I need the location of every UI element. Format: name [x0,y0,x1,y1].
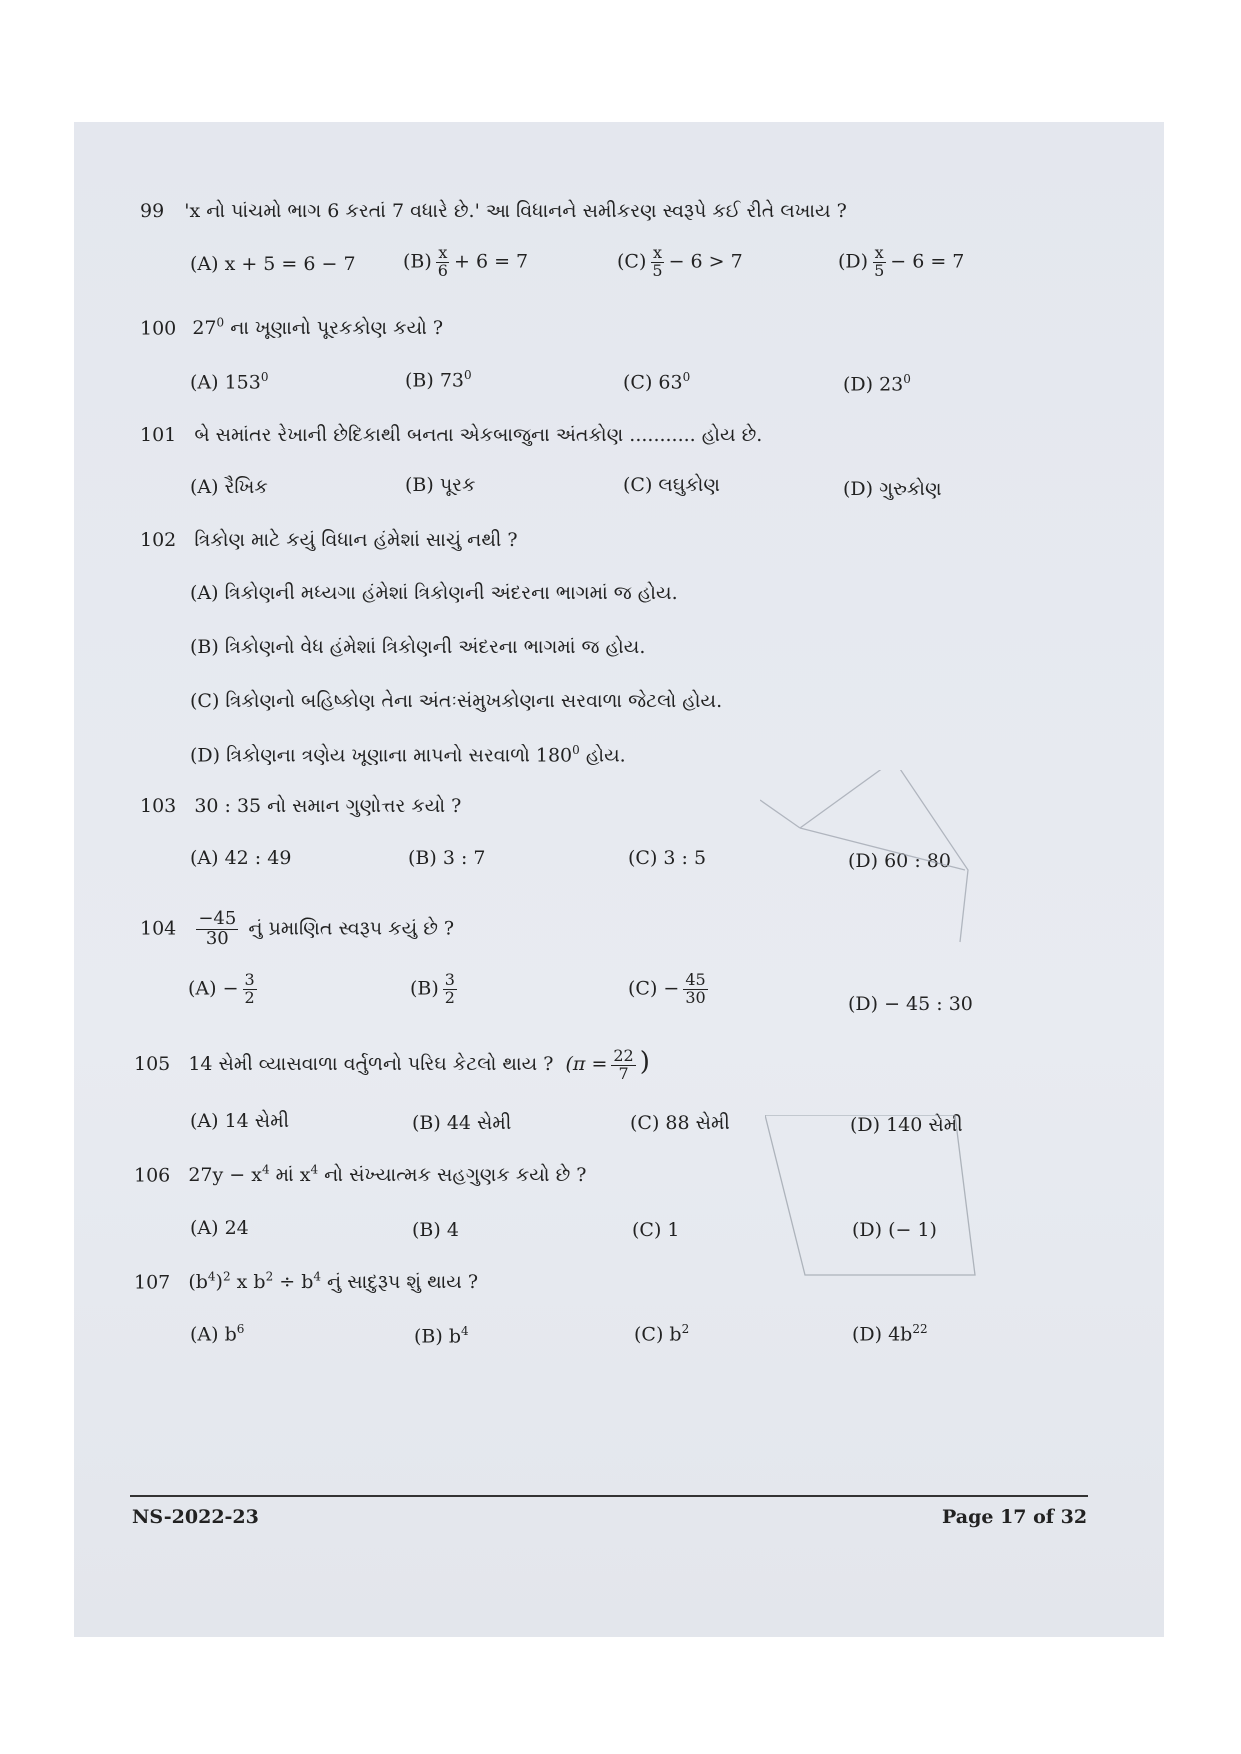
show-through-quadrilateral-figure [765,1115,1025,1285]
pi-value: (π = $\frac{22}{7}$ ) [565,1045,650,1083]
option-c: (C) − $\frac{45}{30}$ [628,970,706,1007]
option-c: (C) $63^0$ [623,370,691,394]
option-a: (A) રૈખિક [190,476,268,498]
show-through-triangle-figure [760,770,1020,980]
question-103 [140,795,461,818]
question-text: બે સમાંતર રેખાની છેદિકાથી બનતા એકબાજુના અંતકોણ ........... હોય છે. [194,424,763,446]
option-a: (A) ત્રિકોણની મધ્યગા હંમેશાં ત્રિકોણની અંદરના ભાગમાં જ હોય. [190,582,678,604]
question-number: 104 [140,917,177,940]
question-99 [140,200,847,223]
question-101 [140,424,762,447]
question-100: 100 $27^0$ ના ખૂણાનો પૂરકકોણ કયો ? [140,316,444,340]
option-a: (A) 42 : 49 [190,847,292,869]
question-number: 102 [140,529,177,551]
option-d: (D) $23^0$ [843,372,911,396]
page-number: Page 17 of 32 [942,1506,1088,1528]
option-c: (C) 3 : 5 [628,847,707,869]
option-a: (A) 14 સેમી [190,1110,290,1132]
option-d: (D) ત્રિકોણના ત્રણેય ખૂણાના માપનો સરવાળો $180^0$ હોય. [190,743,626,767]
option-c: (C) 1 [632,1219,680,1241]
question-text: 30 : 35 નો સમાન ગુણોત્તર કયો ? [194,795,462,817]
question-text: 14 સેમી વ્યાસવાળા વર્તુળનો પરિઘ કેટલો થાય ? [188,1053,554,1075]
option-b: (B) પૂરક [405,474,476,496]
question-text: 'x નો પાંચમો ભાગ 6 કરતાં 7 વધારે છે.' આ વિધાનને સમીકરણ સ્વરૂપે કઈ રીતે લખાય ? [184,200,847,222]
option-a: (A) − $\frac{3}{2}$ [188,970,255,1007]
option-a: (A) $153^0$ [190,370,269,394]
option-b: (B) $\frac{x}{6}$ + 6 = 7 [403,243,529,280]
option-d: (D) $4b^{22}$ [852,1322,928,1346]
option-a: (A) $b^6$ [190,1322,245,1346]
option-a: (A) 24 [190,1217,249,1239]
question-104 [140,910,454,949]
exam-code: NS-2022-23 [132,1506,259,1528]
option-d: (D) 140 સેમી [850,1114,963,1136]
option-c: (C) $\frac{x}{5}$ − 6 > 7 [617,243,743,280]
question-number: 100 [140,317,177,340]
option-d: (D) − 45 : 30 [848,993,973,1015]
option-d: (D) ગુરુકોણ [843,478,942,500]
footer-rule [130,1495,1088,1497]
option-d: (D) $\frac{x}{5}$ − 6 = 7 [838,243,965,280]
question-102 [140,529,518,552]
option-b: (B) 4 [412,1219,459,1241]
option-c: (C) લઘુકોણ [623,474,720,496]
option-b: (B) $b^4$ [414,1324,469,1348]
question-text: નું પ્રમાણિત સ્વરૂપ કયું છે ? [248,917,455,940]
option-b: (B) 44 સેમી [412,1112,512,1134]
question-105 [134,1047,650,1082]
option-c: (C) ત્રિકોણનો બહિષ્કોણ તેના અંતઃસંમુખકોણના સરવાળા જેટલો હોય. [190,690,723,712]
option-d: (D) 60 : 80 [848,850,951,872]
question-number: 99 [140,200,165,222]
question-106: 106 $27y - x^4$ માં $x^4$ નો સંખ્યાત્મક સહગુણક કયો છે ? [134,1163,587,1187]
question-107: 107 $(b^4)^2$ x $b^2 \div b^4$ નું સાદુરૂપ શું થાય ? [134,1270,479,1294]
option-d: (D) (− 1) [852,1219,937,1241]
option-c: (C) 88 સેમી [630,1112,730,1134]
option-b: (B) ત્રિકોણનો વેધ હંમેશાં ત્રિકોણની અંદરના ભાગમાં જ હોય. [190,636,646,658]
question-number: 105 [134,1053,171,1075]
question-number: 107 [134,1271,171,1294]
option-b: (B) $73^0$ [405,368,472,392]
question-number: 103 [140,795,177,817]
option-b: (B) 3 : 7 [408,847,486,869]
fraction: $\frac{-45}{30}$ [198,908,237,949]
option-c: (C) $b^2$ [634,1322,690,1346]
option-a: (A) x + 5 = 6 − 7 [190,253,356,275]
question-number: 106 [134,1164,171,1187]
question-number: 101 [140,424,177,446]
question-text: ત્રિકોણ માટે કયું વિધાન હંમેશાં સાચું નથી ? [194,529,518,551]
option-b: (B) $\frac{3}{2}$ [410,970,455,1007]
